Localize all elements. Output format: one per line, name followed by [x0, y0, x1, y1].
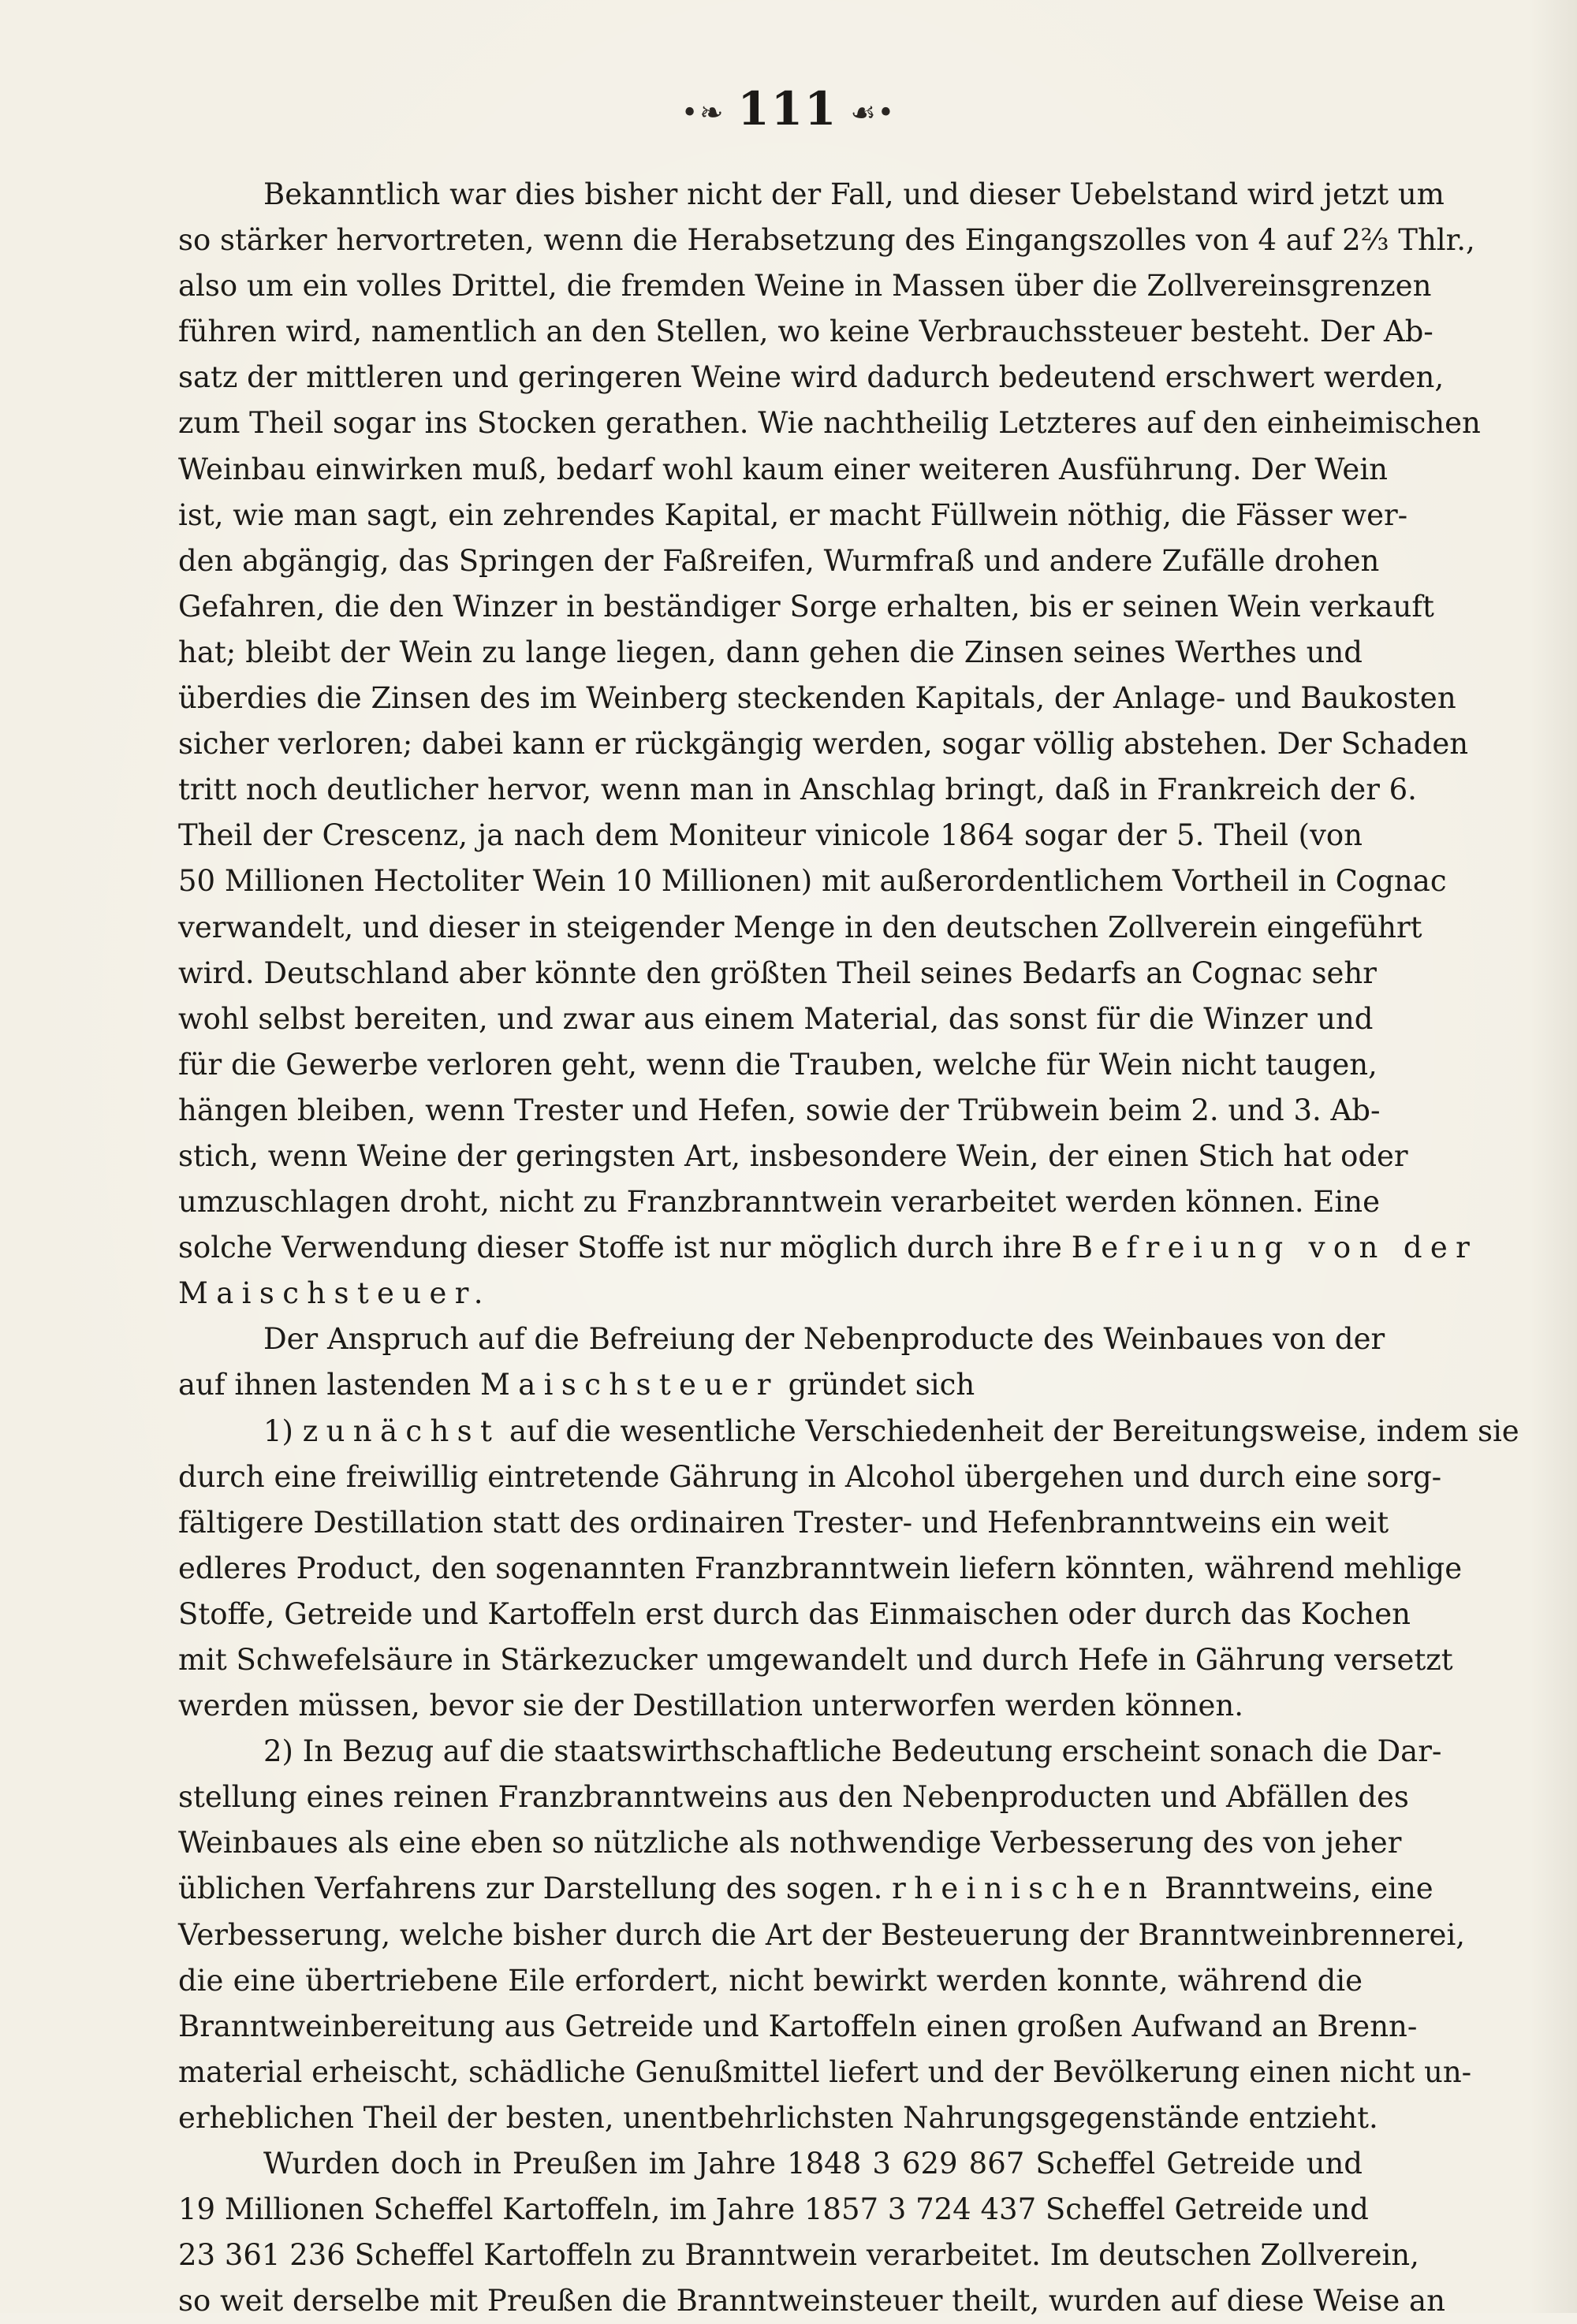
text-line — [178, 584, 1434, 630]
text-line — [178, 2278, 1445, 2324]
text-line — [178, 1088, 1381, 1134]
text-line — [178, 813, 1363, 858]
line-text: erheblichen Theil der besten, unentbehrlichsten Nahrungsgegenstände entzieht. — [178, 2100, 1378, 2135]
paragraph — [178, 1317, 1385, 1408]
paragraph — [178, 1409, 1519, 1730]
line-text: 1) — [263, 1413, 293, 1448]
line-text: Verbesserung, welche bisher durch die Art der Besteuerung der Branntweinbrennerei, — [178, 1917, 1466, 1952]
line-text: 19 Millionen Scheffel Kartoffeln, im Jahre 1857 3 724 437 Scheffel Getreide und — [178, 2192, 1369, 2227]
line-text: werden müssen, bevor sie der Destillation unterworfen werden können. — [178, 1689, 1244, 1723]
line-text: fältigere Destillation statt des ordinairen Trester- und Hefenbranntweins ein weit — [178, 1505, 1389, 1540]
line-text: gründet sich — [788, 1368, 975, 1402]
line-text: so weit derselbe mit Preußen die Branntweinsteuer theilt, wurden auf diese Weise an — [178, 2284, 1445, 2318]
line-text: Wurden doch in Preußen im Jahre 1848 3 629 867 Scheffel Getreide und — [263, 2147, 1363, 2181]
text-line — [178, 630, 1363, 676]
line-text: wohl selbst bereiten, und zwar aus einem Material, das sonst für die Winzer und — [178, 1001, 1374, 1036]
paragraph — [178, 1729, 1472, 2141]
text-line — [178, 1958, 1363, 2004]
line-text: führen wird, namentlich an den Stellen, wo keine Verbrauchssteuer besteht. Der Ab- — [178, 315, 1433, 349]
line-text: den abgängig, das Springen der Faßreifen, Wurmfraß und andere Zufälle drohen — [178, 543, 1380, 578]
text-line — [178, 1134, 1408, 1179]
text-line — [178, 447, 1388, 493]
line-text: für die Gewerbe verloren geht, wenn die Trauben, welche für Wein nicht taugen, — [178, 1047, 1378, 1082]
ornament-left-icon: •❧ — [681, 96, 725, 129]
line-text: wird. Deutschland aber könnte den größten Theil seines Bedarfs an Cognac sehr — [178, 955, 1377, 990]
text-line — [178, 1820, 1402, 1866]
text-line — [178, 493, 1408, 538]
line-text: stich, wenn Weine der geringsten Art, insbesondere Wein, der einen Stich hat oder — [178, 1138, 1408, 1173]
text-line — [178, 1500, 1389, 1546]
line-text: Theil der Crescenz, ja nach dem Moniteur vinicole 1864 sogar der 5. Theil (von — [178, 818, 1363, 853]
text-line — [178, 721, 1469, 767]
line-text: Stoffe, Getreide und Kartoffeln erst durch das Einmaischen oder durch das Kochen — [178, 1596, 1411, 1631]
line-text: Der Anspruch auf die Befreiung der Nebenproducte des Weinbaues von der — [263, 1322, 1385, 1357]
line-text: 23 361 236 Scheffel Kartoffeln zu Branntwein verarbeitet. Im deutschen Zollverein, — [178, 2238, 1419, 2273]
emphasized-text: Maischsteuer — [479, 1368, 779, 1402]
line-text: hängen bleiben, wenn Trester und Hefen, sowie der Trübwein beim 2. und 3. Ab- — [178, 1093, 1381, 1127]
line-text: üblichen Verfahrens zur Darstellung des sogen. — [178, 1871, 883, 1906]
line-text: Branntweins, eine — [1165, 1871, 1433, 1906]
line-text: 2) In Bezug auf die staatswirthschaftliche Bedeutung erscheint sonach die Dar- — [263, 1734, 1442, 1769]
line-text: Weinbau einwirken muß, bedarf wohl kaum einer weiteren Ausführung. Der Wein — [178, 452, 1388, 486]
line-text: auf die wesentliche Verschiedenheit der Bereitungsweise, indem sie — [509, 1413, 1519, 1448]
text-line — [178, 1866, 1433, 1912]
text-line — [178, 2187, 1369, 2233]
text-line — [178, 767, 1417, 813]
text-line — [178, 1225, 1478, 1271]
line-text: Weinbaues als eine eben so nützliche als nothwendige Verbesserung des von jeher — [178, 1826, 1402, 1860]
paragraph — [178, 2141, 1445, 2324]
text-line — [178, 1775, 1409, 1820]
page-number: 111 — [737, 82, 838, 136]
text-line — [178, 996, 1374, 1042]
text-line — [178, 538, 1380, 584]
text-line — [178, 858, 1447, 904]
line-text: mit Schwefelsäure in Stärkezucker umgewandelt und durch Hefe in Gährung versetzt — [178, 1643, 1453, 1677]
line-text: verwandelt, und dieser in steigender Menge in den deutschen Zollverein eingeführt — [178, 910, 1422, 944]
text-line — [178, 2233, 1419, 2278]
text-line — [178, 172, 1445, 218]
text-line — [178, 676, 1456, 721]
emphasized-text: zunächst — [302, 1413, 501, 1448]
line-text: also um ein volles Drittel, die fremden Weine in Massen über die Zollvereinsgrenzen — [178, 269, 1432, 304]
line-text: 50 Millionen Hectoliter Wein 10 Millionen) mit außerordentlichem Vortheil in Cognac — [178, 864, 1447, 899]
line-text: überdies die Zinsen des im Weinberg steckenden Kapitals, der Anlage- und Baukosten — [178, 681, 1456, 716]
body-text — [178, 172, 1519, 2324]
ornament-right-icon: ☙• — [850, 96, 896, 129]
text-line — [178, 218, 1475, 263]
text-line — [178, 1683, 1363, 1729]
page-header — [0, 82, 1577, 136]
text-line — [178, 951, 1377, 996]
line-text: hat; bleibt der Wein zu lange liegen, dann gehen die Zinsen seines Werthes und — [178, 635, 1363, 669]
line-text: Branntweinbereitung aus Getreide und Kartoffeln einen großen Aufwand an Brenn- — [178, 2009, 1418, 2043]
text-line — [178, 400, 1481, 446]
line-text: satz der mittleren und geringeren Weine wird dadurch bedeutend erschwert werden, — [178, 360, 1445, 395]
text-line — [178, 2141, 1363, 2187]
paragraph — [178, 172, 1481, 1317]
text-line — [178, 1179, 1380, 1225]
text-line — [178, 1546, 1463, 1592]
text-line — [178, 2004, 1418, 2050]
line-text: edleres Product, den sogenannten Franzbranntwein liefern könnten, während mehlige — [178, 1551, 1463, 1585]
text-line — [178, 355, 1445, 400]
text-line — [178, 2050, 1472, 2095]
text-line — [178, 1454, 1442, 1500]
text-line — [178, 1362, 1363, 1408]
text-line — [178, 1409, 1519, 1454]
line-text: ist, wie man sagt, ein zehrendes Kapital, er macht Füllwein nöthig, die Fässer wer- — [178, 497, 1408, 532]
text-line — [178, 309, 1433, 355]
text-line — [178, 263, 1432, 309]
page-edge-shadow — [1530, 0, 1577, 2313]
emphasized-text: Befreiung von der — [1071, 1231, 1478, 1265]
line-text: so stärker hervortreten, wenn die Herabsetzung des Eingangszolles von 4 auf 2⅔ Thlr., — [178, 223, 1475, 258]
text-line — [178, 1317, 1385, 1362]
text-line — [178, 1042, 1378, 1088]
emphasized-text: rheinischen — [892, 1871, 1156, 1906]
line-text: sicher verloren; dabei kann er rückgängig werden, sogar völlig abstehen. Der Schaden — [178, 727, 1469, 762]
line-text: Bekanntlich war dies bisher nicht der Fall, und dieser Uebelstand wird jetzt um — [263, 177, 1445, 211]
text-line — [178, 1729, 1442, 1775]
line-text: durch eine freiwillig eintretende Gährung in Alcohol übergehen und durch eine sorg- — [178, 1459, 1442, 1494]
line-text: Gefahren, die den Winzer in beständiger Sorge erhalten, bis er seinen Wein verkauft — [178, 589, 1434, 624]
text-line — [178, 1592, 1411, 1637]
line-text: zum Theil sogar ins Stocken gerathen. Wie nachtheilig Letzteres auf den einheimischen — [178, 406, 1481, 441]
line-text: material erheischt, schädliche Genußmittel liefert und der Bevölkerung einen nicht un- — [178, 2054, 1472, 2089]
text-line — [178, 1912, 1466, 1958]
line-text: auf ihnen lastenden — [178, 1368, 472, 1402]
line-text: solche Verwendung dieser Stoffe ist nur möglich durch ihre — [178, 1231, 1062, 1265]
text-line — [178, 1271, 1363, 1317]
emphasized-text: Maischsteuer. — [178, 1276, 491, 1311]
text-line — [178, 1637, 1453, 1683]
text-line — [178, 2095, 1378, 2141]
line-text: stellung eines reinen Franzbranntweins aus den Nebenproducten und Abfällen des — [178, 1780, 1409, 1815]
text-line — [178, 905, 1422, 951]
line-text: umzuschlagen droht, nicht zu Franzbranntwein verarbeitet werden können. Eine — [178, 1185, 1380, 1220]
line-text: tritt noch deutlicher hervor, wenn man in Anschlag bringt, daß in Frankreich der 6. — [178, 773, 1417, 807]
line-text: die eine übertriebene Eile erfordert, nicht bewirkt werden konnte, während die — [178, 1963, 1363, 1998]
